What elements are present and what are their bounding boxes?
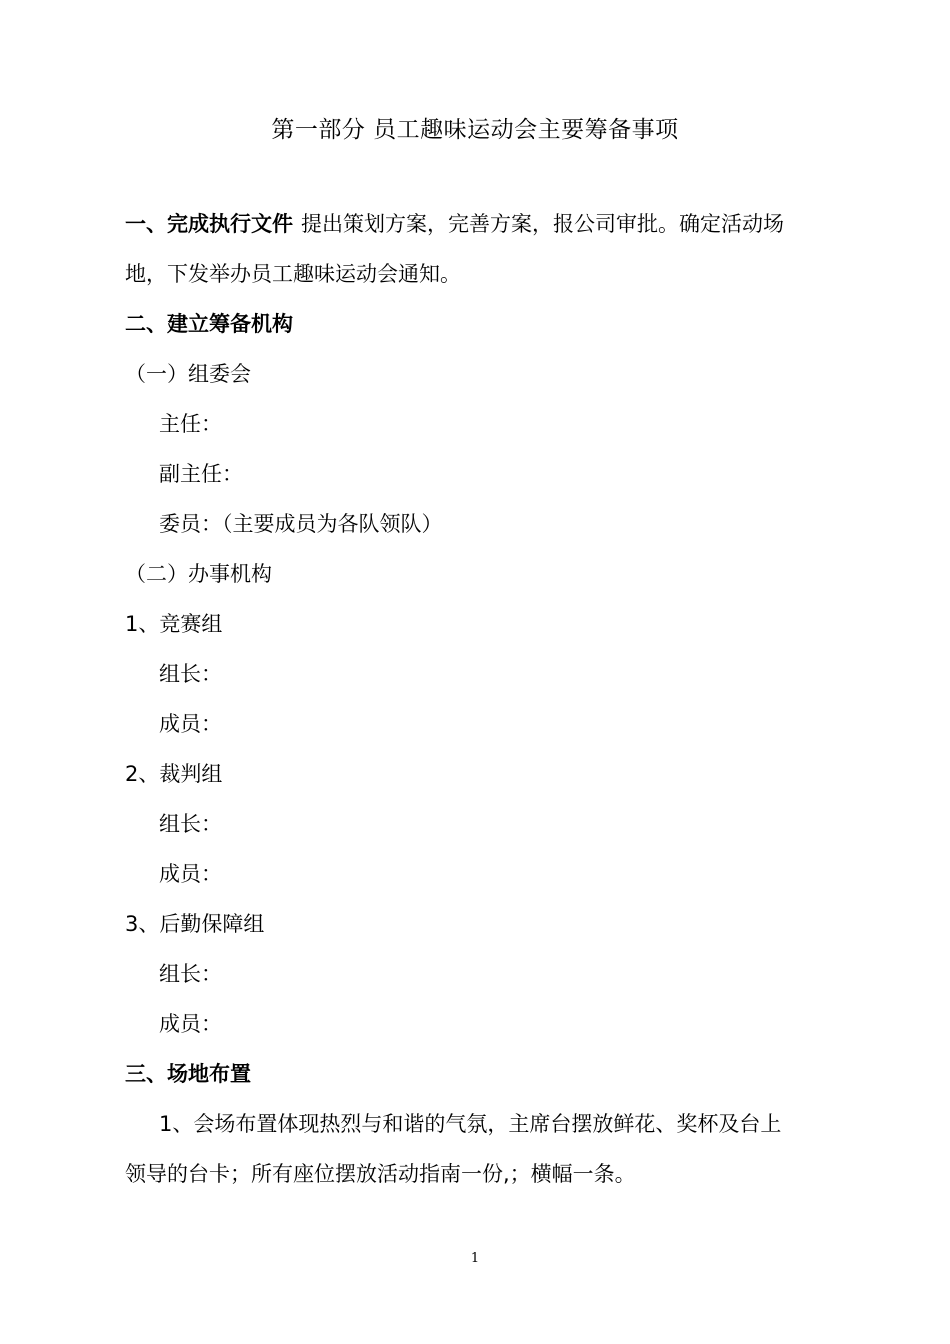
group-heading-competition: 1、竞赛组: [125, 612, 223, 636]
section-2-heading: 二、建立筹备机构: [125, 312, 293, 336]
section-3-text-line-1: 1、会场布置体现热烈与和谐的气氛，主席台摆放鲜花、奖杯及台上: [159, 1112, 782, 1136]
group-leader-logistics: 组长：: [159, 962, 222, 986]
section-1-line-1: [125, 199, 830, 249]
group-members-logistics: 成员：: [159, 1012, 222, 1036]
page-number: 1: [470, 1251, 480, 1266]
document-title: 第一部分 员工趣味运动会主要筹备事项: [271, 117, 679, 143]
office-heading: （二）办事机构: [125, 562, 272, 586]
section-3-heading: 三、场地布置: [125, 1062, 251, 1086]
section-1-text-line-1: 提出策划方案，完善方案，报公司审批。确定活动场: [301, 212, 784, 236]
committee-deputy-director: 副主任：: [159, 462, 243, 486]
section-1-heading: 一、完成执行文件: [125, 212, 293, 236]
section-3-text-line-2: 领导的台卡；所有座位摆放活动指南一份,；横幅一条。: [125, 1162, 636, 1186]
group-members-referee: 成员：: [159, 862, 222, 886]
committee-members: 委员：（主要成员为各队领队）: [159, 512, 443, 536]
group-leader-referee: 组长：: [159, 812, 222, 836]
group-heading-logistics: 3、后勤保障组: [125, 912, 265, 936]
group-heading-referee: 2、裁判组: [125, 762, 223, 786]
group-leader-competition: 组长：: [159, 662, 222, 686]
committee-director: 主任：: [159, 412, 222, 436]
committee-heading: （一）组委会: [125, 362, 251, 386]
group-members-competition: 成员：: [159, 712, 222, 736]
document-body: [125, 199, 830, 1199]
section-1-text-line-2: 地，下发举办员工趣味运动会通知。: [125, 262, 461, 286]
